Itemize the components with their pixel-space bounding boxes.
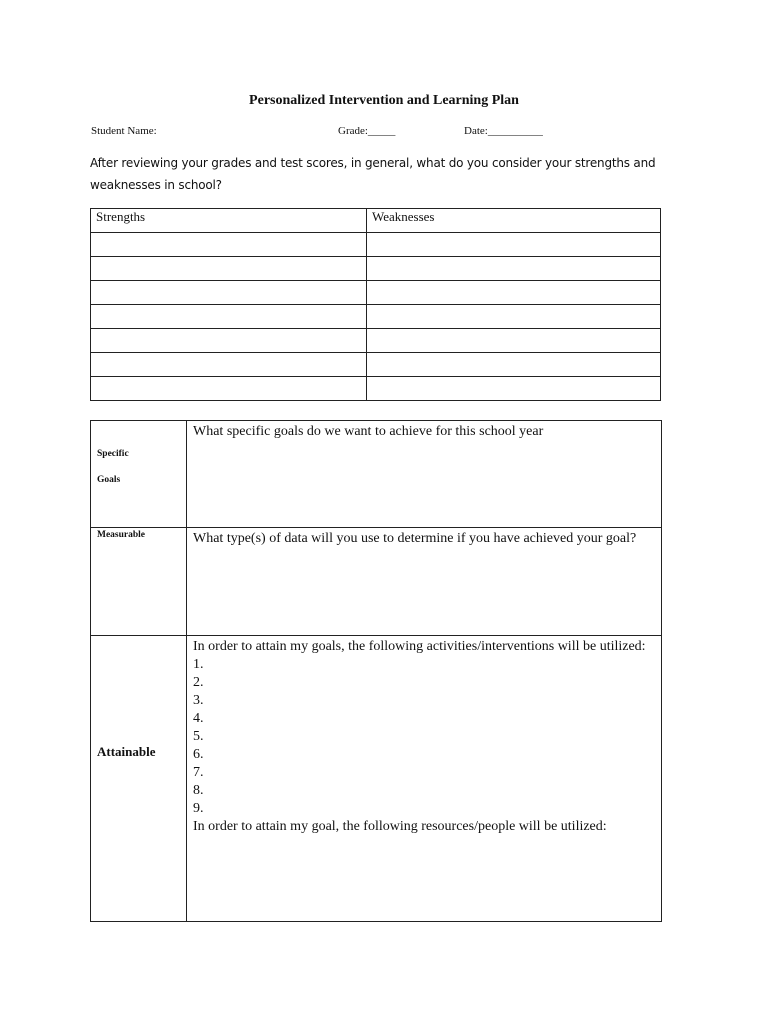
weakness-cell[interactable] (367, 377, 661, 401)
strengths-header: Strengths (91, 209, 367, 233)
list-item: 9. (193, 801, 204, 816)
strength-cell[interactable] (91, 257, 367, 281)
attainable-label: Attainable (97, 744, 156, 759)
weaknesses-header: Weaknesses (367, 209, 661, 233)
weakness-cell[interactable] (367, 329, 661, 353)
student-name-label: Student Name: (91, 125, 157, 137)
measurable-label: Measurable (97, 530, 146, 540)
smart-goals-table (90, 420, 662, 922)
list-item: 2. (193, 675, 204, 690)
measurable-prompt: What type(s) of data will you use to determine if you have achieved your goal? (193, 531, 637, 546)
goals-label: Goals (97, 475, 121, 485)
specific-answer-cell[interactable] (187, 421, 662, 528)
strength-cell[interactable] (91, 377, 367, 401)
table-row (91, 377, 661, 401)
table-row (91, 233, 661, 257)
strength-cell[interactable] (91, 233, 367, 257)
list-item: 5. (193, 729, 204, 744)
list-item: 6. (193, 747, 204, 762)
table-row (91, 257, 661, 281)
specific-row (91, 421, 662, 528)
weakness-cell[interactable] (367, 257, 661, 281)
specific-prompt: What specific goals do we want to achieve for this school year (193, 424, 544, 439)
list-item: 4. (193, 711, 204, 726)
table-row (91, 305, 661, 329)
strength-cell[interactable] (91, 281, 367, 305)
specific-label: Specific (97, 449, 129, 459)
table-header-row (91, 209, 661, 233)
page-title: Personalized Intervention and Learning Plan (249, 93, 519, 108)
list-item: 8. (193, 783, 204, 798)
weakness-cell[interactable] (367, 353, 661, 377)
specific-label-cell (91, 421, 187, 528)
measurable-answer-cell[interactable] (187, 528, 662, 636)
strength-cell[interactable] (91, 329, 367, 353)
strength-cell[interactable] (91, 353, 367, 377)
strengths-weaknesses-table (90, 208, 661, 401)
strength-cell[interactable] (91, 305, 367, 329)
strengths-question: After reviewing your grades and test scores, in general, what do you consider your strengths and weaknesses in school? (90, 156, 656, 192)
weakness-cell[interactable] (367, 281, 661, 305)
weakness-cell[interactable] (367, 233, 661, 257)
list-item: 1. (193, 657, 204, 672)
measurable-label-cell (91, 528, 187, 636)
weakness-cell[interactable] (367, 305, 661, 329)
table-row (91, 353, 661, 377)
attainable-answer-cell[interactable] (187, 636, 662, 922)
list-item: 3. (193, 693, 204, 708)
date-label: Date:__________ (464, 125, 543, 137)
table-row (91, 281, 661, 305)
attainable-label-cell (91, 636, 187, 922)
attainable-prompt: In order to attain my goals, the following activities/interventions will be utilized: (193, 639, 646, 654)
list-item: 7. (193, 765, 204, 780)
grade-label: Grade:_____ (338, 125, 396, 137)
attainable-content (187, 636, 661, 838)
attainable-row (91, 636, 662, 922)
measurable-row (91, 528, 662, 636)
resources-prompt: In order to attain my goal, the following resources/people will be utilized: (193, 819, 607, 834)
table-row (91, 329, 661, 353)
